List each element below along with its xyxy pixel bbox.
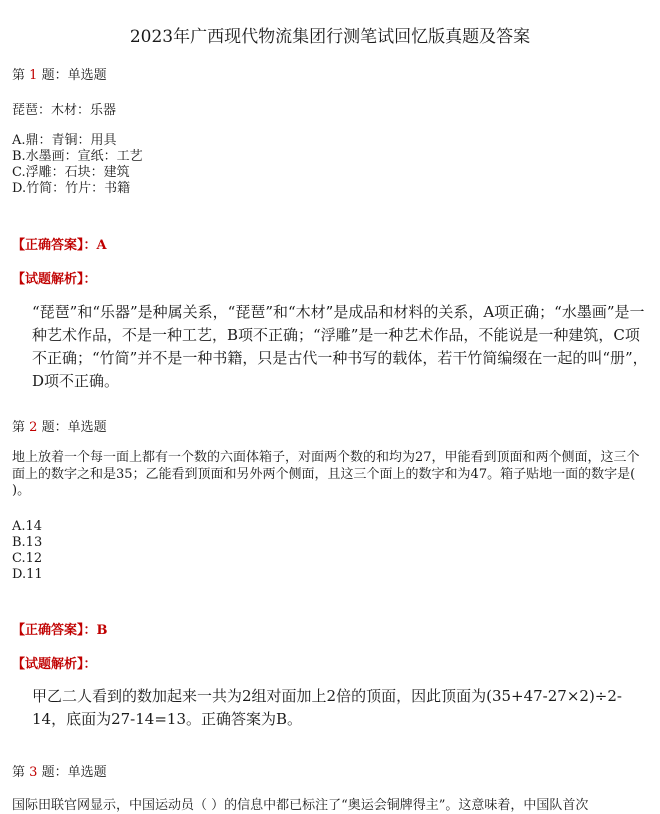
question-2-option-d: D.11 bbox=[12, 567, 43, 582]
question-3-header bbox=[12, 761, 107, 780]
question-type: 题：单选题 bbox=[41, 420, 107, 435]
question-prefix: 第 bbox=[12, 420, 26, 435]
question-2-option-c: C.12 bbox=[12, 551, 43, 566]
question-2-header bbox=[12, 416, 107, 435]
question-2-answer: 【正确答案】：B bbox=[12, 623, 108, 638]
question-number: 1 bbox=[29, 68, 38, 83]
question-1-explanation-label: 【试题解析】： bbox=[12, 272, 97, 287]
question-2-option-a: A.14 bbox=[12, 519, 43, 534]
question-number: 3 bbox=[29, 765, 38, 780]
question-1-option-d: D.竹简：竹片：书籍 bbox=[12, 181, 131, 196]
question-prefix: 第 bbox=[12, 765, 26, 780]
question-number: 2 bbox=[29, 420, 38, 435]
question-2-explanation: 甲乙二人看到的数加起来一共为2组对面加上2倍的顶面，因此顶面为(35+47-27×2)÷2-14，底面为27-14=13。正确答案为B。 bbox=[32, 687, 622, 728]
question-1-explanation: “琵琶”和“乐器”是种属关系，“琵琶”和“木材”是成品和材料的关系，A项正确；“水墨画”是一种艺术作品，不是一种工艺，B项不正确；“浮雕”是一种艺术作品，不能说是一种建筑，C项不正确；“竹简”并不是一种书籍，只是古代一种书写的载体，若干竹简编缀在一起的叫“册”，D项不正确。 bbox=[32, 303, 648, 390]
question-3-stem: 国际田联官网显示，中国运动员（ ）的信息中都已标注了“奥运会铜牌得主”。这意味着，中国队首次 bbox=[12, 798, 589, 813]
question-1-stem: 琵琶：木材：乐器 bbox=[12, 103, 117, 118]
question-2-option-b: B.13 bbox=[12, 535, 43, 550]
question-1-answer: 【正确答案】：A bbox=[12, 238, 107, 253]
question-type: 题：单选题 bbox=[41, 68, 107, 83]
question-1-option-c: C.浮雕：石块：建筑 bbox=[12, 165, 130, 180]
question-2-stem: 地上放着一个每一面上都有一个数的六面体箱子，对面两个数的和均为27，甲能看到顶面和两个侧面，这三个面上的数字之和是35；乙能看到顶面和另外两个侧面，且这三个面上的数字和为47。箱子贴地一面的数字是( )。 bbox=[12, 450, 640, 498]
page-title: 2023年广西现代物流集团行测笔试回忆版真题及答案 bbox=[129, 27, 531, 47]
question-prefix: 第 bbox=[12, 68, 26, 83]
question-1-header bbox=[12, 64, 107, 83]
question-1-option-b: B.水墨画：宣纸：工艺 bbox=[12, 149, 143, 164]
question-1-option-a: A.鼎：青铜：用具 bbox=[12, 133, 117, 148]
question-type: 题：单选题 bbox=[41, 765, 107, 780]
question-2-explanation-label: 【试题解析】： bbox=[12, 657, 97, 672]
